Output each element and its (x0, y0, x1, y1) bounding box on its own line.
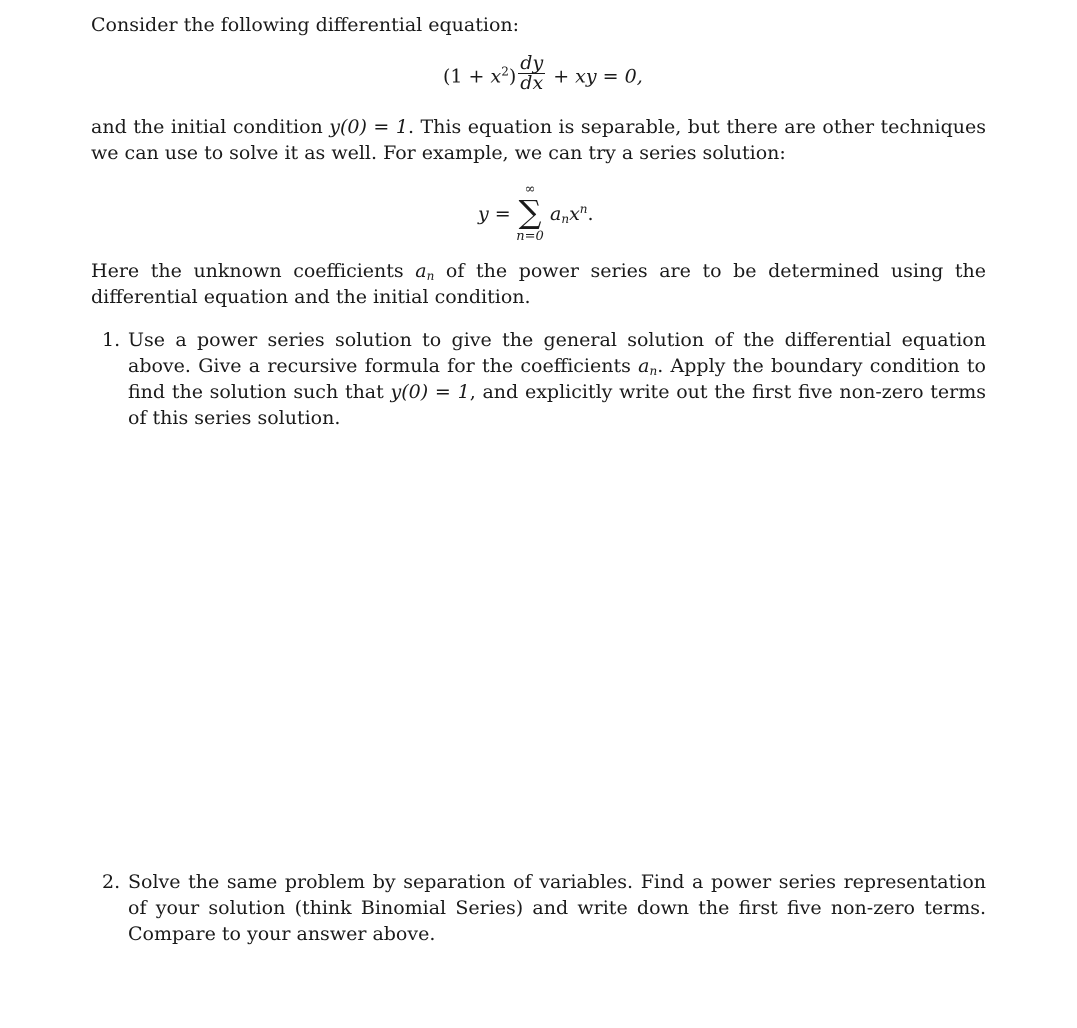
item1-coef: a (638, 355, 650, 377)
p2-part1: and the initial condition (91, 116, 330, 138)
p3-part1: Here the unknown coefficients (91, 260, 416, 282)
item1-part1: Use a power series solution to give the general solution of the differential equation above. Give a recursive formula for the coefficients (128, 329, 986, 377)
fraction-numerator: dy (520, 52, 544, 74)
eq-close: ) (508, 65, 517, 88)
initial-condition-paragraph (91, 114, 986, 166)
term-a-sub: n (561, 212, 570, 226)
term-x-sup: n (579, 202, 588, 216)
eq-x: x (490, 65, 502, 88)
item-number: 2. (102, 871, 121, 893)
item1-part3: , and explicitly write out the first five non-zero terms of this series solution. (128, 381, 986, 429)
term-x: x (569, 203, 580, 225)
differential-equation (443, 52, 643, 102)
intro-text: Consider the following differential equation: (91, 14, 520, 36)
item-number: 1. (102, 329, 121, 351)
coefficients-paragraph (91, 258, 986, 310)
item1-part2: . Apply the boundary condition to find the solution such that (128, 355, 986, 403)
eq-prefix: (1 + (443, 65, 491, 88)
term-a: a (550, 203, 562, 225)
sum-lower-limit: n=0 (516, 229, 544, 244)
fraction-denominator: dx (520, 72, 544, 94)
term-end: . (587, 203, 594, 225)
p3-coef-sub: n (426, 269, 435, 283)
p3-coef: a (415, 260, 427, 282)
eq-rest: + xy = 0, (547, 65, 643, 88)
p2-part2: . This equation is separable, but there are other techniques we can use to solve it as well. For example, we can try a series solution: (91, 116, 986, 164)
sum-upper-limit: ∞ (524, 182, 536, 197)
item-body: Solve the same problem by separation of variables. Find a power series representation of your solution (think Binomial Series) and write down the first five non-zero terms. Compare to your answer above. (128, 871, 986, 945)
series-lhs: y = (478, 203, 511, 225)
p2-condition: y(0) = 1 (329, 116, 408, 138)
sigma-symbol: ∑ (518, 193, 542, 231)
question-item-1 (102, 327, 986, 431)
derivative-fraction (518, 54, 545, 93)
item1-coef-sub: n (649, 364, 658, 378)
item-body (128, 327, 986, 431)
item1-condition: y(0) = 1 (390, 381, 470, 403)
question-item-2 (102, 869, 986, 947)
eq-power: 2 (501, 64, 509, 79)
summation (513, 183, 547, 247)
p3-part2: of the power series are to be determined using the differential equation and the initial condition. (91, 260, 987, 308)
series-term (550, 203, 594, 225)
